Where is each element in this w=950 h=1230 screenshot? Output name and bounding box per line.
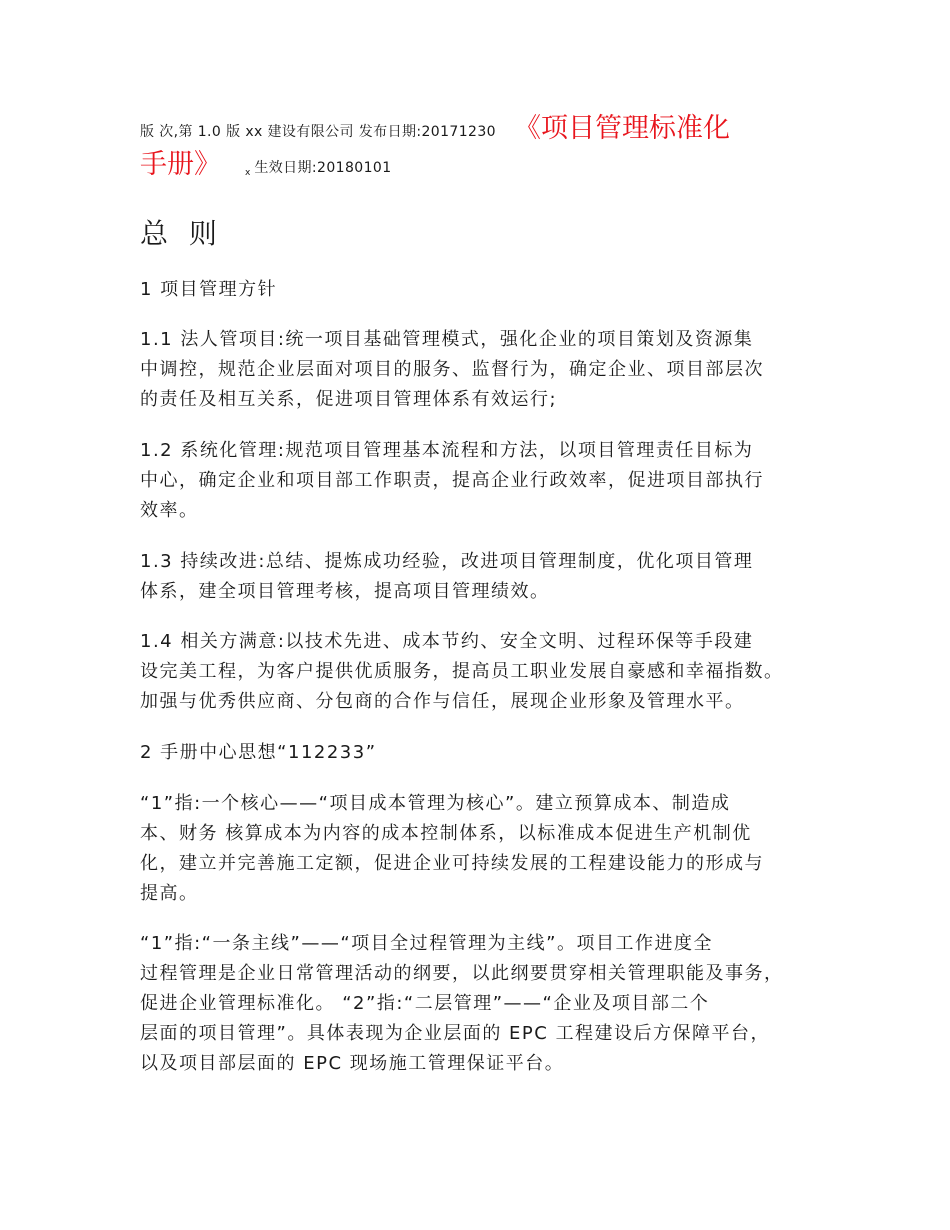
paragraph-line: 的责任及相互关系，促进项目管理体系有效运行; [140, 389, 558, 410]
header-row-1 [140, 112, 840, 146]
paragraph-line: 以及项目部层面的 EPC 现场施工管理保证平台。 [140, 1053, 565, 1074]
paragraph-line: 中调控，规范企业层面对项目的服务、监督行为，确定企业、项目部层次 [140, 359, 764, 380]
paragraph-line: 促进企业管理标准化。 “2”指:“二层管理”——“企业及项目部二个 [140, 993, 710, 1014]
document-header [140, 112, 840, 182]
document-title-part1: 《项目管理标准化 [513, 113, 730, 144]
paragraph-line: 效率。 [140, 500, 199, 521]
paragraph-line: 1.2 系统化管理:规范项目管理基本流程和方法，以项目管理责任目标为 [140, 440, 754, 461]
header-row-2 [140, 148, 840, 182]
paragraph-line: 本、财务 核算成本为内容的成本控制体系，以标准成本促进生产机制优 [140, 823, 752, 844]
paragraph-line: 中心，确定企业和项目部工作职责，提高企业行政效率，促进项目部执行 [140, 470, 764, 491]
paragraph-line: 化，建立并完善施工定额，促进企业可持续发展的工程建设能力的形成与 [140, 853, 764, 874]
paragraph-line: 设完美工程，为客户提供优质服务，提高员工职业发展自豪感和幸福指数。 [140, 661, 784, 682]
effective-date: 生效日期:20180101 [254, 160, 392, 176]
paragraph-1-2 [140, 436, 830, 526]
paragraph-line: 1.4 相关方满意:以技术先进、成本节约、安全文明、过程环保等手段建 [140, 631, 754, 652]
paragraph-1-1 [140, 325, 830, 415]
paragraph-line: “1”指:“一条主线”——“项目全过程管理为主线”。项目工作进度全 [140, 933, 713, 954]
paragraph-1-3 [140, 547, 830, 607]
paragraph-2-mainline [140, 929, 830, 1079]
paragraph-line: 体系，建全项目管理考核，提高项目管理绩效。 [140, 581, 550, 602]
paragraph-1-4 [140, 627, 830, 717]
paragraph-line: 提高。 [140, 883, 199, 904]
heading-manual-central-idea: 2 手册中心思想“112233” [140, 742, 377, 763]
paragraph-2-core [140, 789, 830, 909]
section-title: 总 则 [140, 217, 223, 250]
x-mark: x [245, 168, 251, 178]
paragraph-line: 层面的项目管理”。具体表现为企业层面的 EPC 工程建设后方保障平台， [140, 1023, 771, 1044]
paragraph-line: “1”指:一个核心——“项目成本管理为核心”。建立预算成本、制造成 [140, 793, 731, 814]
paragraph-line: 过程管理是企业日常管理活动的纲要，以此纲要贯穿相关管理职能及事务， [140, 963, 784, 984]
paragraph-line: 1.3 持续改进:总结、提炼成功经验，改进项目管理制度，优化项目管理 [140, 551, 754, 572]
heading-project-policy: 1 项目管理方针 [140, 279, 278, 300]
version-publish-info: 版 次,第 1.0 版 xx 建设有限公司 发布日期:20171230 [140, 124, 496, 140]
paragraph-line: 加强与优秀供应商、分包商的合作与信任，展现企业形象及管理水平。 [140, 691, 745, 712]
paragraph-line: 1.1 法人管项目:统一项目基础管理模式，强化企业的项目策划及资源集 [140, 329, 754, 350]
document-title-part2: 手册》 [140, 149, 221, 180]
